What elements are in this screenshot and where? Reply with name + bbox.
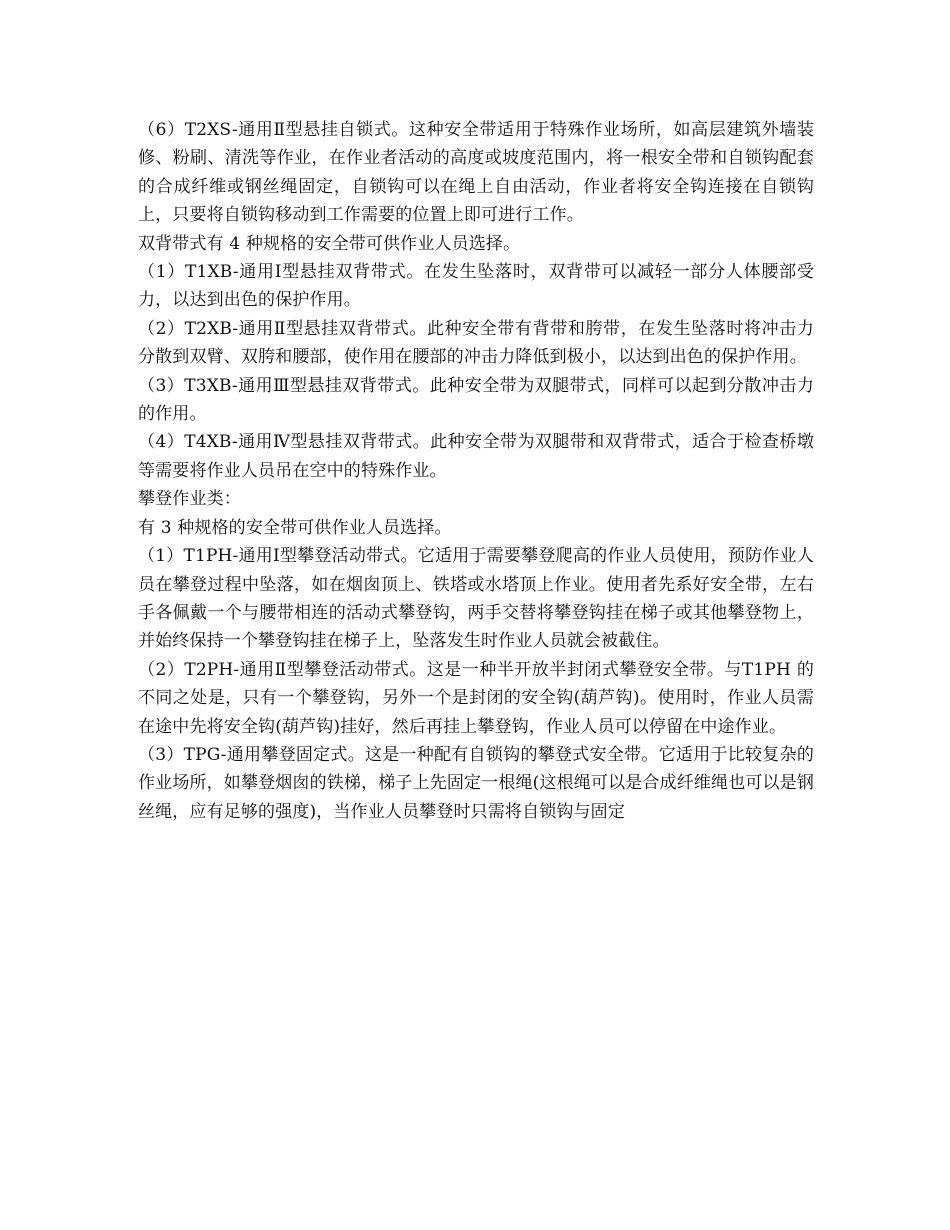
- paragraph-t1xb: （1）T1XB-通用Ⅰ型悬挂双背带式。在发生坠落时，双背带可以减轻一部分人体腰部受力，以达到出色的保护作用。: [138, 262, 814, 311]
- paragraph-t2ph: （2）T2PH-通用Ⅱ型攀登活动带式。这是一种半开放半封闭式攀登安全带。与T1PH 的不同之处是，只有一个攀登钩，另外一个是封闭的安全钩(葫芦钩)。使用时，作业人员需在途中先将安全钩(葫芦钩)挂好，然后再挂上攀登钩，作业人员可以停留在中途作业。: [138, 659, 814, 737]
- paragraph-double-back-intro: 双背带式有 4 种规格的安全带可供作业人员选择。: [138, 233, 521, 254]
- paragraph-t2xb: （2）T2XB-通用Ⅱ型悬挂双背带式。此种安全带有背带和胯带，在发生坠落时将冲击力分散到双臂、双胯和腰部，使作用在腰部的冲击力降低到极小，以达到出色的保护作用。: [138, 318, 814, 368]
- paragraph-t1ph: （1）T1PH-通用Ⅰ型攀登活动带式。它适用于需要攀登爬高的作业人员使用，预防作业人员在攀登过程中坠落，如在烟囱顶上、铁塔或水塔顶上作业。使用者先系好安全带，左右手各佩戴一个与腰带相连的活动式攀登钩，两手交替将攀登钩挂在梯子或其他攀登物上，并始终保持一个攀登钩挂在梯子上，坠落发生时作业人员就会被截住。: [138, 546, 814, 652]
- document-body: [138, 116, 814, 826]
- paragraph-climbing-intro: 有 3 种规格的安全带可供作业人员选择。: [138, 517, 452, 538]
- paragraph-t3xb: （3）T3XB-通用Ⅲ型悬挂双背带式。此种安全带为双腿带式，同样可以起到分散冲击力的作用。: [138, 375, 814, 425]
- section-heading-climbing: 攀登作业类：: [138, 489, 241, 510]
- paragraph-t4xb: （4）T4XB-通用Ⅳ型悬挂双背带式。此种安全带为双腿带和双背带式，适合于检查桥墩等需要将作业人员吊在空中的特殊作业。: [138, 432, 814, 481]
- paragraph-tpg: （3）TPG-通用攀登固定式。这是一种配有自锁钩的攀登式安全带。它适用于比较复杂的作业场所，如攀登烟囱的铁梯，梯子上先固定一根绳(这根绳可以是合成纤维绳也可以是钢丝绳，应有足够的强度)，当作业人员攀登时只需将自锁钩与固定: [138, 744, 814, 822]
- paragraph-t2xs: （6）T2XS-通用Ⅱ型悬挂自锁式。这种安全带适用于特殊作业场所，如高层建筑外墙装修、粉刷、清洗等作业，在作业者活动的高度或坡度范围内，将一根安全带和自锁钩配套的合成纤维或钢丝绳固定，自锁钩可以在绳上自由活动，作业者将安全钩连接在自锁钩上，只要将自锁钩移动到工作需要的位置上即可进行工作。: [138, 120, 814, 226]
